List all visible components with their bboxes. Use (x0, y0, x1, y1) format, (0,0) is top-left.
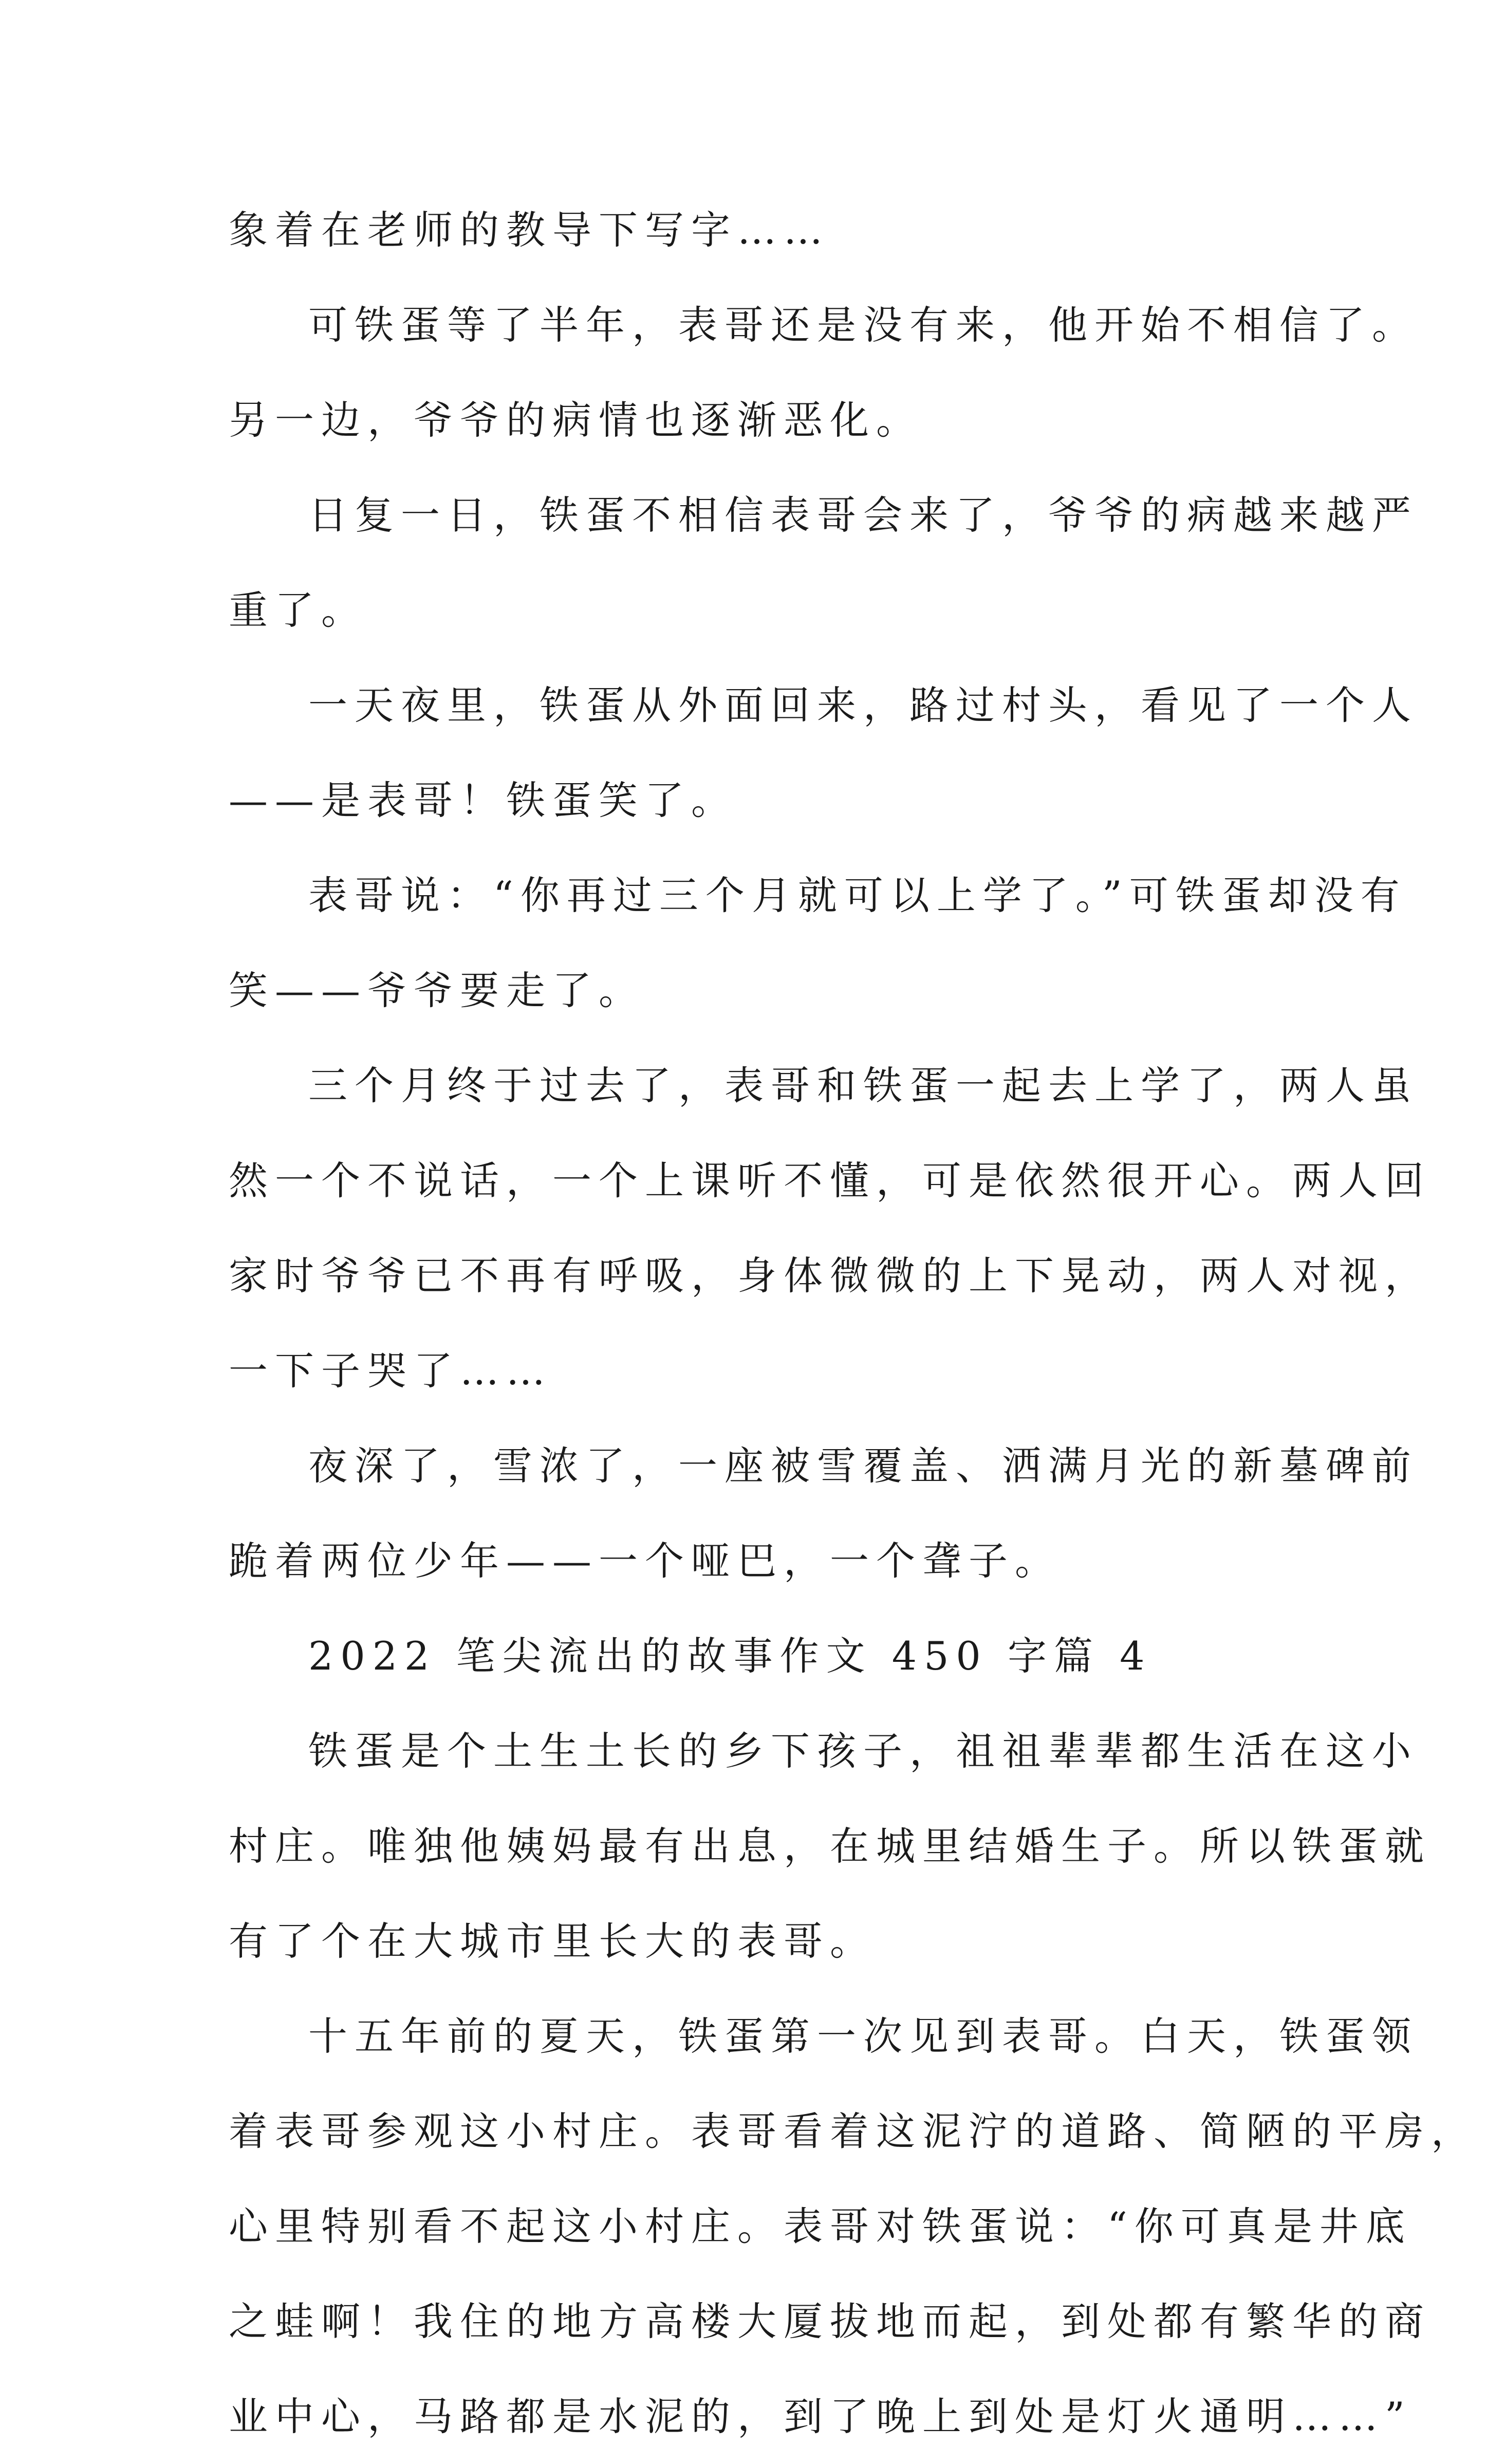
text-line: 一天夜里，铁蛋从外面回来，路过村头，看见了一个人 (308, 682, 1418, 728)
text-line: 有了个在大城市里长大的表哥。 (229, 1918, 876, 1964)
text-line: 日复一日，铁蛋不相信表哥会来了，爷爷的病越来越严 (308, 492, 1418, 538)
text-line: 三个月终于过去了，表哥和铁蛋一起去上学了，两人虽 (308, 1063, 1418, 1108)
text-line: 象着在老师的教导下写字…… (229, 207, 830, 253)
document-body (229, 182, 1477, 2464)
text-line: 重了。 (229, 587, 367, 633)
text-line: 可铁蛋等了半年，表哥还是没有来，他开始不相信了。 (308, 302, 1418, 348)
text-line: 之蛙啊！我住的地方高楼大厦拔地而起，到处都有繁华的商 (229, 2299, 1431, 2344)
text-line: 表哥说：“你再过三个月就可以上学了。”可铁蛋却没有 (308, 873, 1407, 918)
text-line: 另一边，爷爷的病情也逐渐恶化。 (229, 397, 922, 443)
text-line: 笑——爷爷要走了。 (229, 968, 645, 1013)
text-line: 家时爷爷已不再有呼吸，身体微微的上下晃动，两人对视， (229, 1253, 1431, 1299)
text-line: 铁蛋是个土生土长的乡下孩子，祖祖辈辈都生活在这小 (308, 1728, 1418, 1774)
text-line: 一下子哭了…… (229, 1348, 552, 1394)
text-line: 业中心，马路都是水泥的，到了晚上到处是灯火通明……” (229, 2394, 1412, 2439)
text-line: ——是表哥！铁蛋笑了。 (229, 777, 737, 823)
text-line: 村庄。唯独他姨妈最有出息，在城里结婚生子。所以铁蛋就 (229, 1823, 1431, 1869)
text-line: 十五年前的夏天，铁蛋第一次见到表哥。白天，铁蛋领 (308, 2013, 1418, 2059)
text-line: 心里特别看不起这小村庄。表哥对铁蛋说：“你可真是井底 (229, 2203, 1412, 2249)
text-line: 然一个不说话，一个上课听不懂，可是依然很开心。两人回 (229, 1158, 1431, 1203)
text-line: 夜深了，雪浓了，一座被雪覆盖、洒满月光的新墓碑前 (308, 1443, 1418, 1489)
section-heading: 2022 笔尖流出的故事作文 450 字篇 4 (308, 1633, 1152, 1679)
text-line: 跪着两位少年——一个哑巴，一个聋子。 (229, 1538, 1061, 1584)
text-line: 着表哥参观这小村庄。表哥看着这泥泞的道路、简陋的平房， (229, 2108, 1477, 2154)
